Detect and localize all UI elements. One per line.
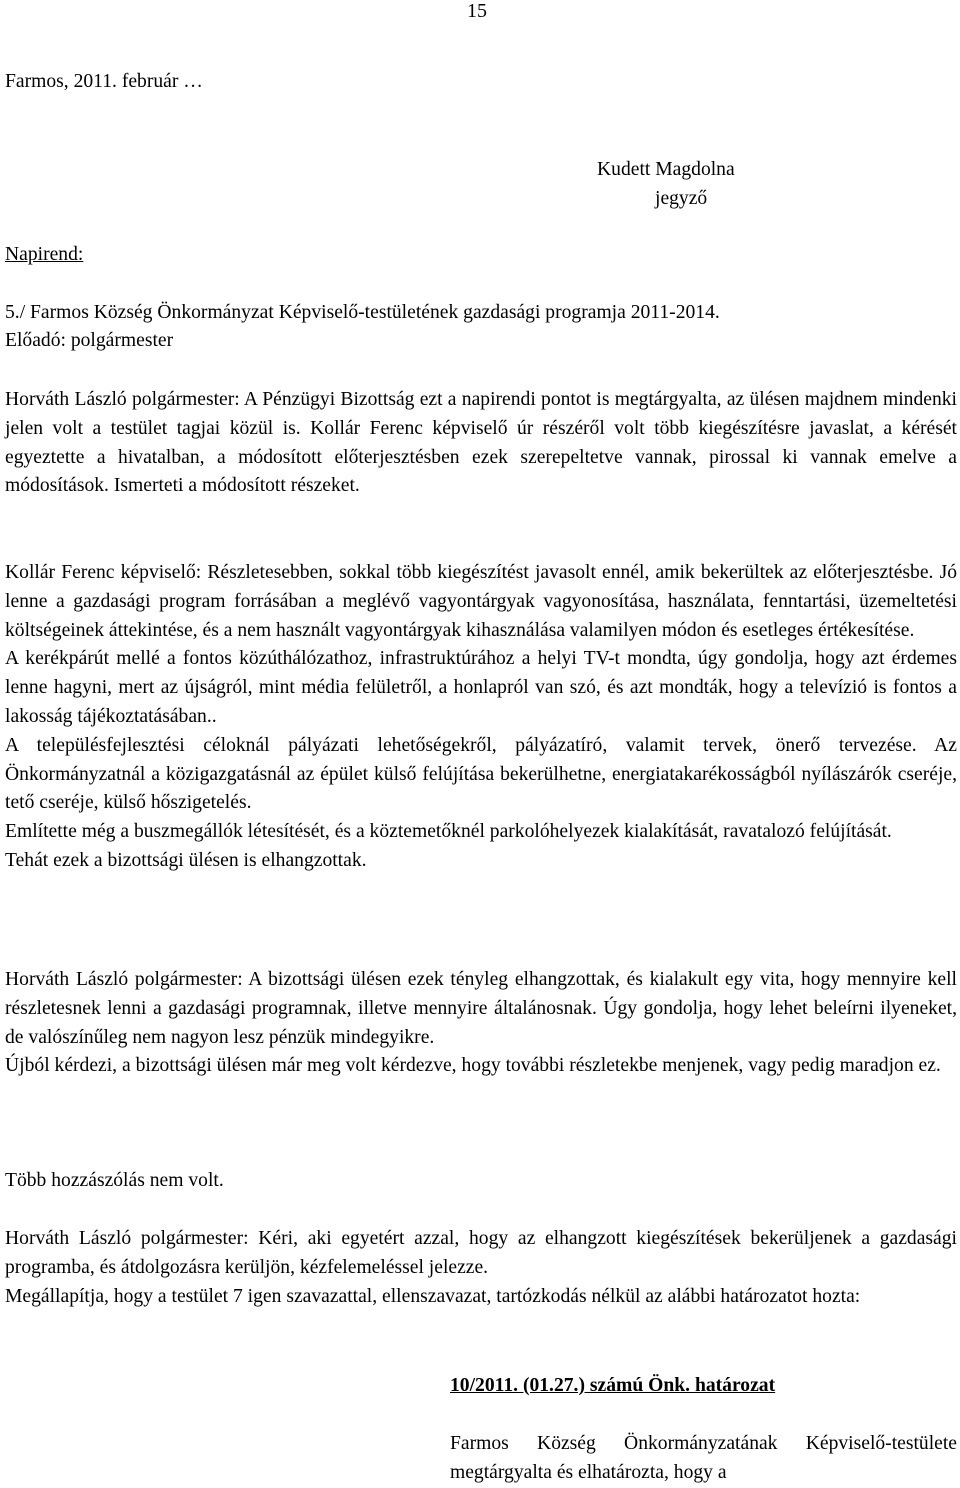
paragraph: Több hozzászólás nem volt. bbox=[5, 1170, 224, 1191]
signatory-name: Kudett Magdolna bbox=[597, 159, 735, 180]
resolution-title: 10/2011. (01.27.) számú Önk. határozat bbox=[450, 1375, 776, 1396]
agenda-item: 5./ Farmos Község Önkormányzat Képviselő-testületének gazdasági programja 2011-2014. bbox=[5, 302, 720, 323]
paragraph-block-3 bbox=[5, 966, 957, 1081]
paragraph-block-2 bbox=[5, 559, 957, 876]
paragraph: Horváth László polgármester: A bizottsági ülésen ezek tényleg elhangzottak, és kialakult egy vita, hogy mennyire kell részletesnek lenni a gazdasági programnak, illetve mennyire általánosnak. Úgy gondolja, hogy lehet beleírni ilyeneket, de valószínűleg nem nagyon lesz pénzük mindegyikre. bbox=[5, 969, 957, 1048]
paragraph: Horváth László polgármester: Kéri, aki egyetért azzal, hogy az elhangzott kiegészítések bekerüljenek a gazdasági programba, és átdolgozásra kerüljön, kézfelemeléssel jelezze. bbox=[5, 1228, 957, 1278]
agenda-heading: Napirend: bbox=[5, 244, 84, 265]
page-number: 15 bbox=[467, 0, 487, 22]
paragraph: Horváth László polgármester: A Pénzügyi Bizottság ezt a napirendi pontot is megtárgyalta, az ülésen majdnem mindenki jelen volt a testület tagjai közül is. Kollár Ferenc képviselő úr részéről volt több kiegészítésre javaslat, a kérését egyeztette a hivatalban, a módosított előterjesztésben ezek szerepeltetve vannak, pirossal ki vannak emelve a módosítások. Ismerteti a módosított részeket. bbox=[5, 389, 957, 497]
paragraph: Tehát ezek a bizottsági ülésen is elhangzottak. bbox=[5, 849, 367, 871]
presenter-line: Előadó: polgármester bbox=[5, 330, 174, 351]
place-date: Farmos, 2011. február … bbox=[5, 71, 203, 92]
paragraph-block-4 bbox=[5, 1167, 957, 1196]
paragraph: A településfejlesztési céloknál pályázati lehetőségekről, pályázatíró, valamit tervek, önerő tervezése. Az Önkormányzatnál a közigazgatásnál az épület külső felújítása bekerülhetne, energiatakarékosságból nyílászárók cseréje, tető cseréje, külső hőszigetelés. bbox=[5, 734, 957, 814]
resolution-text: Farmos Község Önkormányzatának Képviselő-testülete megtárgyalta és elhatározta, hogy a bbox=[450, 1433, 957, 1483]
paragraph: Kollár Ferenc képviselő: Részletesebben, sokkal több kiegészítést javasolt ennél, amik bekerültek az előterjesztésbe. Jó lenne a gazdasági program forrásában a meglévő vagyontárgyak vagyonosítása, használata, fenntartási, üzemeltetési költségeinek áttekintése, és a nem használt vagyontárgyak kihasználása valamilyen módon és esetleges értékesítése. bbox=[5, 562, 957, 641]
paragraph: Említette még a buszmegállók létesítését, és a köztemetőknél parkolóhelyezek kialakítását, ravatalozó felújítását. bbox=[5, 821, 892, 843]
paragraph: Megállapítja, hogy a testület 7 igen szavazattal, ellenszavazat, tartózkodás nélkül az alábbi határozatot hozta: bbox=[5, 1285, 861, 1307]
signatory-title: jegyző bbox=[655, 188, 708, 209]
paragraph: Újból kérdezi, a bizottsági ülésen már meg volt kérdezve, hogy további részletekbe menjenek, vagy pedig maradjon ez. bbox=[5, 1055, 941, 1077]
paragraph-block-5 bbox=[5, 1225, 957, 1311]
paragraph: A kerékpárút mellé a fontos közúthálózathoz, infrastruktúrához a helyi TV-t mondta, úgy gondolja, hogy azt érdemes lenne hagyni, mert az újságról, mint média felületről, a honlapról van szó, és azt mondták, hogy a televízió is fontos a lakosság tájékoztatásában.. bbox=[5, 648, 957, 727]
paragraph-block-1 bbox=[5, 386, 957, 501]
